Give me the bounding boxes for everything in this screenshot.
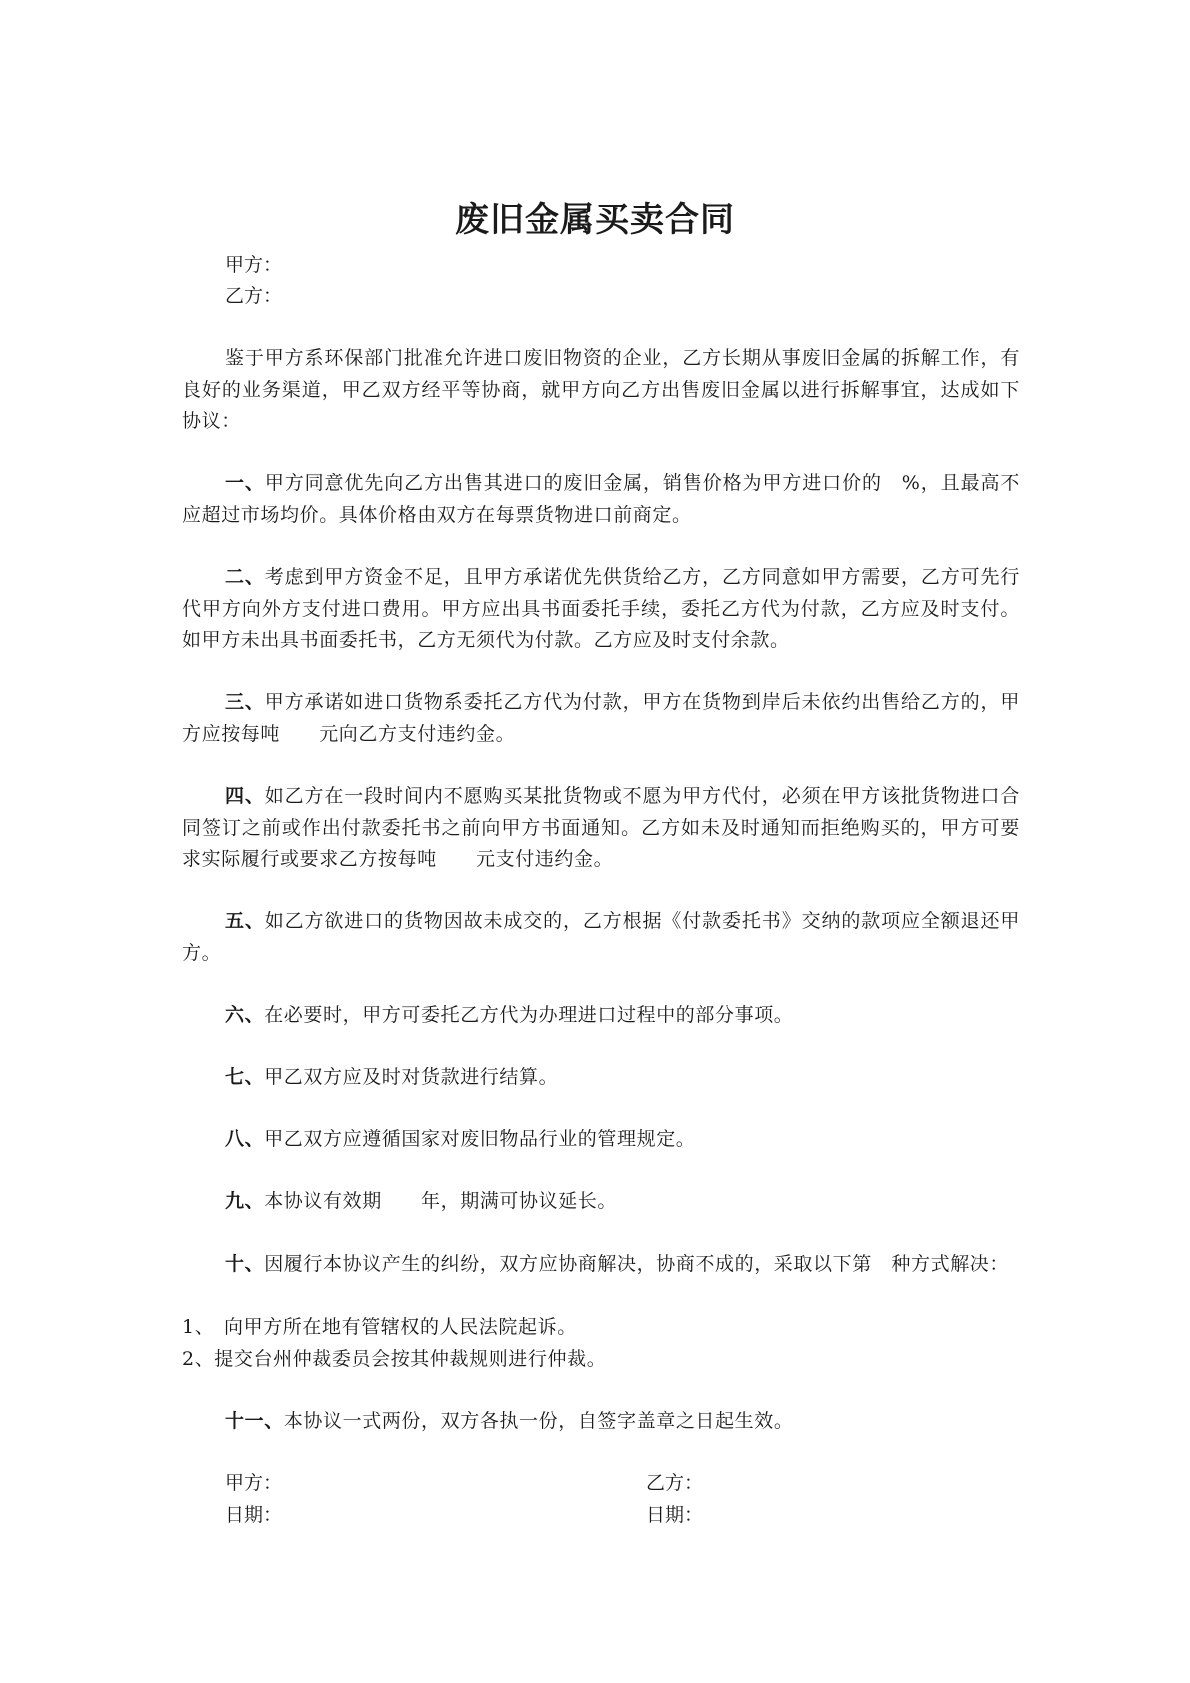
clause-text: 在必要时，甲方可委托乙方代为办理进口过程中的部分事项。 [264, 1004, 794, 1026]
clause-number: 七、 [225, 1066, 265, 1088]
clause-11 [182, 1406, 1020, 1438]
clause-5 [182, 906, 1020, 969]
dispute-option-1 [182, 1312, 577, 1344]
clause-4 [182, 781, 1020, 876]
clause-text: 甲乙双方应及时对货款进行结算。 [264, 1066, 559, 1088]
clause-text: 甲方同意优先向乙方出售其进口的废旧金属，销售价格为甲方进口价的 %，且最高不应超过市场均价。具体价格由双方在每票货物进口前商定。 [182, 472, 1020, 526]
clause-number: 三、 [225, 691, 265, 713]
clause-number: 十一、 [225, 1410, 284, 1432]
clause-1 [182, 468, 1020, 531]
clause-8 [182, 1124, 1020, 1156]
intro-paragraph: 鉴于甲方系环保部门批准允许进口废旧物资的企业，乙方长期从事废旧金属的拆解工作，有良好的业务渠道，甲乙双方经平等协商，就甲方向乙方出售废旧金属以进行拆解事宜，达成如下协议： [182, 347, 1020, 432]
clause-6 [182, 1000, 1020, 1032]
clause-number: 十、 [225, 1253, 265, 1275]
clause-number: 二、 [225, 566, 265, 588]
clause-text: 如乙方欲进口的货物因故未成交的，乙方根据《付款委托书》交纳的款项应全额退还甲方。 [182, 910, 1020, 964]
clause-text: 本协议有效期 年，期满可协议延长。 [264, 1190, 618, 1212]
option-index: 1、 [182, 1316, 215, 1338]
clause-number: 九、 [225, 1190, 265, 1212]
signature-date-a: 日期： [225, 1504, 283, 1526]
header-party-b: 乙方： [225, 285, 283, 307]
clause-text: 本协议一式两份，双方各执一份，自签字盖章之日起生效。 [283, 1410, 794, 1432]
clause-3 [182, 687, 1020, 750]
clause-9 [182, 1186, 1020, 1218]
signature-party-b: 乙方： [646, 1472, 704, 1494]
clause-text: 如乙方在一段时间内不愿购买某批货物或不愿为甲方代付，必须在甲方该批货物进口合同签订之前或作出付款委托书之前向甲方书面通知。乙方如未及时通知而拒绝购买的，甲方可要求实际履行或要求乙方按每吨 元支付违约金。 [182, 785, 1020, 870]
clause-number: 五、 [225, 910, 265, 932]
option-index: 2、 [182, 1348, 215, 1370]
clause-text: 甲方承诺如进口货物系委托乙方代为付款，甲方在货物到岸后未依约出售给乙方的，甲方应按每吨 元向乙方支付违约金。 [182, 691, 1020, 745]
option-text: 提交台州仲裁委员会按其仲裁规则进行仲裁。 [214, 1348, 607, 1370]
clause-number: 四、 [225, 785, 265, 807]
dispute-option-2 [182, 1344, 606, 1376]
option-text: 向甲方所在地有管辖权的人民法院起诉。 [224, 1316, 577, 1338]
clause-number: 六、 [225, 1004, 265, 1026]
clause-number: 八、 [225, 1128, 265, 1150]
clause-2 [182, 562, 1020, 657]
signature-date-b: 日期： [646, 1504, 704, 1526]
document-title: 废旧金属买卖合同 [455, 200, 735, 240]
clause-text: 甲乙双方应遵循国家对废旧物品行业的管理规定。 [264, 1128, 696, 1150]
clause-10 [182, 1249, 1020, 1281]
signature-party-a: 甲方： [225, 1472, 283, 1494]
header-party-a: 甲方： [225, 254, 283, 276]
clause-7 [182, 1062, 1020, 1094]
clause-text: 考虑到甲方资金不足，且甲方承诺优先供货给乙方，乙方同意如甲方需要，乙方可先行代甲方向外方支付进口费用。甲方应出具书面委托手续，委托乙方代为付款，乙方应及时支付。如甲方未出具书面委托书，乙方无须代为付款。乙方应及时支付余款。 [182, 566, 1020, 651]
clause-text: 因履行本协议产生的纠纷，双方应协商解决，协商不成的，采取以下第 种方式解决： [264, 1253, 1010, 1275]
clause-number: 一、 [225, 472, 265, 494]
